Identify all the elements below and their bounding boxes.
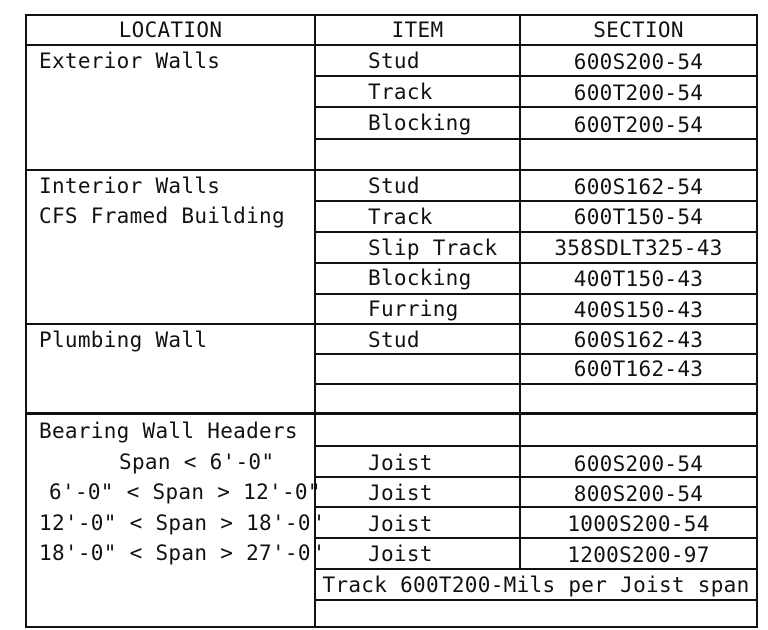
location-label: Plumbing Wall <box>39 328 208 352</box>
table-border-left <box>25 14 27 628</box>
span-range-label: 12'-0" < Span > 18'-0" <box>39 511 324 535</box>
location-label: CFS Framed Building <box>39 204 285 228</box>
table-border-bottom <box>25 626 758 628</box>
location-label: Bearing Wall Headers <box>39 419 298 443</box>
framing-schedule-table <box>25 14 758 628</box>
row-divider <box>314 200 758 202</box>
item-cell: Joist <box>368 481 433 505</box>
item-cell: Blocking <box>368 266 472 290</box>
row-divider <box>314 445 758 447</box>
location-label: Interior Walls <box>39 174 221 198</box>
item-cell: Stud <box>368 174 420 198</box>
section-cell: 600T150-54 <box>573 205 704 229</box>
group-divider <box>25 323 758 325</box>
column-header-item: ITEM <box>391 18 444 42</box>
group-divider <box>25 169 758 171</box>
row-divider <box>314 353 758 355</box>
row-divider <box>314 568 758 570</box>
section-cell: 600T162-43 <box>573 357 704 381</box>
section-cell: 600T200-54 <box>573 113 704 137</box>
row-divider <box>314 599 758 601</box>
section-cell: 1000S200-54 <box>567 512 710 536</box>
item-cell: Stud <box>368 328 420 352</box>
section-cell: 1200S200-97 <box>567 543 710 567</box>
section-cell: 600S162-43 <box>573 328 704 352</box>
item-cell: Track <box>368 80 433 104</box>
row-divider <box>314 106 758 108</box>
column-header-location: LOCATION <box>118 18 223 42</box>
span-range-label: Span < 6'-0" <box>119 450 275 474</box>
item-cell: Joist <box>368 542 433 566</box>
row-divider <box>314 138 758 140</box>
item-cell: Slip Track <box>368 236 498 260</box>
item-cell: Blocking <box>368 111 472 135</box>
table-border-top <box>25 14 758 16</box>
item-cell: Track <box>368 205 433 229</box>
row-divider <box>314 383 758 385</box>
row-divider <box>314 75 758 77</box>
item-cell: Stud <box>368 49 420 73</box>
section-cell: 600S200-54 <box>573 50 704 74</box>
section-cell: 800S200-54 <box>573 482 704 506</box>
section-cell: 400S150-43 <box>573 298 704 322</box>
location-label: Exterior Walls <box>39 49 221 73</box>
item-cell: Joist <box>368 512 433 536</box>
section-cell: 600T200-54 <box>573 81 704 105</box>
row-divider <box>314 537 758 539</box>
group-divider <box>25 412 758 415</box>
span-range-label: 6'-0" < Span > 12'-0" <box>49 480 321 504</box>
section-cell: 400T150-43 <box>573 267 704 291</box>
item-cell: Joist <box>368 451 433 475</box>
column-header-section: SECTION <box>593 18 684 42</box>
section-cell: 600S200-54 <box>573 452 704 476</box>
row-divider <box>314 293 758 295</box>
item-cell: Furring <box>368 297 459 321</box>
section-cell: 600S162-54 <box>573 175 704 199</box>
row-divider <box>314 231 758 233</box>
span-range-label: 18'-0" < Span > 27'-0" <box>39 541 324 565</box>
header-divider <box>25 44 758 46</box>
track-note: Track 600T200-Mils per Joist span <box>322 573 750 597</box>
section-cell: 358SDLT325-43 <box>554 236 723 260</box>
row-divider <box>314 262 758 264</box>
